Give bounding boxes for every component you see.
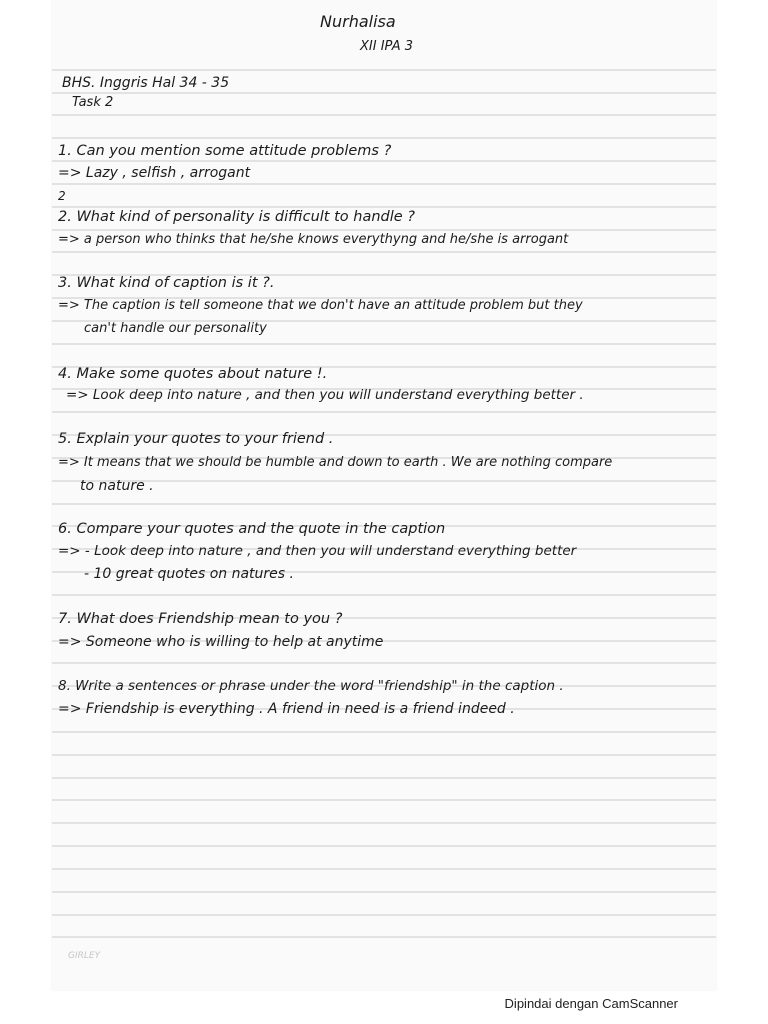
answer-5-line-1: => It means that we should be humble and down to earth . We are nothing compare: [58, 455, 613, 470]
camscanner-watermark: Dipindai dengan CamScanner: [504, 996, 678, 1011]
answer-5-line-2: to nature .: [80, 478, 154, 494]
question-2: 2. What kind of personality is difficult to handle ?: [58, 209, 415, 225]
question-5: 5. Explain your quotes to your friend .: [58, 431, 334, 447]
question-3: 3. What kind of caption is it ?.: [58, 275, 275, 291]
notebook-page: [52, 0, 716, 990]
answer-8: => Friendship is everything . A friend in need is a friend indeed .: [58, 701, 515, 717]
answer-4: => Look deep into nature , and then you will understand everything better .: [66, 387, 584, 403]
question-1: 1. Can you mention some attitude problems ?: [58, 143, 392, 159]
answer-6-line-1: => - Look deep into nature , and then you will understand everything better: [58, 543, 577, 559]
question-7: 7. What does Friendship mean to you ?: [58, 611, 343, 627]
paper-brand-mark: GIRLEY: [68, 951, 101, 961]
answer-3-line-2: can't handle our personality: [84, 321, 267, 336]
question-4: 4. Make some quotes about nature !.: [58, 366, 328, 382]
answer-6-line-2: - 10 great quotes on natures .: [84, 566, 294, 582]
task-label: Task 2: [72, 95, 114, 110]
answer-2: => a person who thinks that he/she knows everythyng and he/she is arrogant: [58, 232, 569, 247]
question-6: 6. Compare your quotes and the quote in the caption: [58, 521, 446, 537]
stray-mark: 2: [58, 189, 66, 203]
question-8: 8. Write a sentences or phrase under the word "friendship" in the caption .: [58, 678, 564, 694]
student-class: XII IPA 3: [360, 39, 414, 54]
answer-7: => Someone who is willing to help at anytime: [58, 634, 384, 650]
answer-3-line-1: => The caption is tell someone that we don't have an attitude problem but they: [58, 298, 583, 313]
subject-and-pages: BHS. Inggris Hal 34 - 35: [62, 75, 230, 91]
answer-1: => Lazy , selfish , arrogant: [58, 165, 251, 181]
student-name: Nurhalisa: [320, 12, 396, 31]
